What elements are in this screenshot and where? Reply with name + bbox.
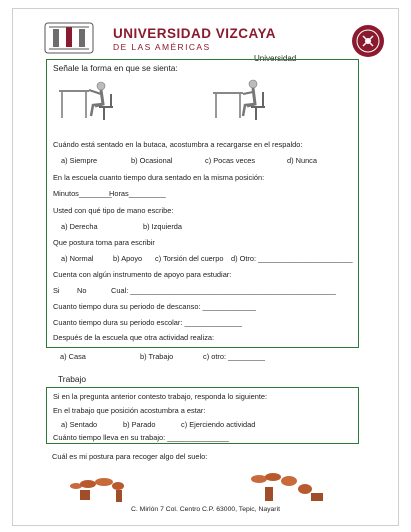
- seated-posture-figure-2: [209, 78, 279, 122]
- option-nunca[interactable]: d) Nunca: [287, 156, 317, 165]
- option-torsion[interactable]: c) Torsión del cuerpo: [155, 254, 224, 263]
- field-horas[interactable]: Horas_________: [109, 189, 166, 198]
- posture-questions-box: [46, 59, 359, 348]
- option-ejerciendo[interactable]: c) Ejerciendo actividad: [181, 420, 256, 429]
- option-otro-actividad[interactable]: c) otro: _________: [203, 352, 266, 361]
- letterhead: [13, 9, 398, 63]
- bending-posture-figure-2: [245, 467, 327, 505]
- document-page: [12, 8, 399, 526]
- field-cual[interactable]: Cual: __________________________________________________: [111, 286, 336, 295]
- option-apoyo[interactable]: b) Apoyo: [113, 254, 143, 263]
- question-backrest: Cuándo está sentado en la butaca, acostumbra a recargarse en el respaldo:: [53, 140, 303, 149]
- question-writing-posture: Que postura toma para escribir: [53, 238, 155, 247]
- option-ocasional[interactable]: b) Ocasional: [131, 156, 173, 165]
- footer-address: C. Mirlón 7 Col. Centro C.P. 63000, Tepic, Nayarit: [131, 506, 280, 513]
- field-minutos[interactable]: Minutos________: [53, 189, 112, 198]
- question-after-school: Después de la escuela que otra actividad realiza:: [53, 333, 215, 342]
- university-name: UNIVERSIDAD VIZCAYA: [113, 26, 277, 41]
- question-pickup-posture: Cuál es mi postura para recoger algo del suelo:: [52, 452, 208, 461]
- option-pocas-veces[interactable]: c) Pocas veces: [205, 156, 256, 165]
- question-support-instrument: Cuenta con algún instrumento de apoyo para estudiar:: [53, 270, 232, 279]
- question-rest-period[interactable]: Cuanto tiempo dura su periodo de descanso: _____________: [53, 302, 256, 311]
- question-work-position: En el trabajo que posición acostumbra a estar:: [53, 406, 206, 415]
- option-parado[interactable]: b) Parado: [123, 420, 156, 429]
- work-intro: Si en la pregunta anterior contesto trabajo, responda lo siguiente:: [53, 392, 268, 401]
- work-questions-box: [46, 387, 359, 444]
- option-si[interactable]: Si: [53, 286, 60, 295]
- seated-posture-figure-1: [55, 78, 125, 122]
- question-sitting-time: En la escuela cuanto tiempo dura sentado en la misma posición:: [53, 173, 265, 182]
- option-no[interactable]: No: [77, 286, 87, 295]
- option-siempre[interactable]: a) Siempre: [61, 156, 98, 165]
- option-casa[interactable]: a) Casa: [60, 352, 86, 361]
- question-hand: Usted con qué tipo de mano escribe:: [53, 206, 174, 215]
- option-izquierda[interactable]: b) Izquierda: [143, 222, 183, 231]
- option-otro[interactable]: d) Otro: _______________________: [231, 254, 353, 263]
- university-logo-icon: [43, 21, 95, 55]
- option-trabajo[interactable]: b) Trabajo: [140, 352, 174, 361]
- work-section-heading: Trabajo: [58, 374, 87, 384]
- question-school-period[interactable]: Cuanto tiempo dura su periodo escolar: ______________: [53, 318, 243, 327]
- header-label: Universidad: [254, 54, 297, 63]
- question-work-time[interactable]: Cuánto tiempo lleva en su trabajo: _______________: [53, 433, 229, 442]
- option-normal[interactable]: a) Normal: [61, 254, 94, 263]
- bending-posture-figure-1: [68, 472, 134, 504]
- option-derecha[interactable]: a) Derecha: [61, 222, 98, 231]
- university-subtitle: DE LAS AMÉRICAS: [113, 42, 211, 52]
- seal-icon: [351, 24, 385, 58]
- option-sentado[interactable]: a) Sentado: [61, 420, 98, 429]
- section-heading: Señale la forma en que se sienta:: [53, 63, 178, 73]
